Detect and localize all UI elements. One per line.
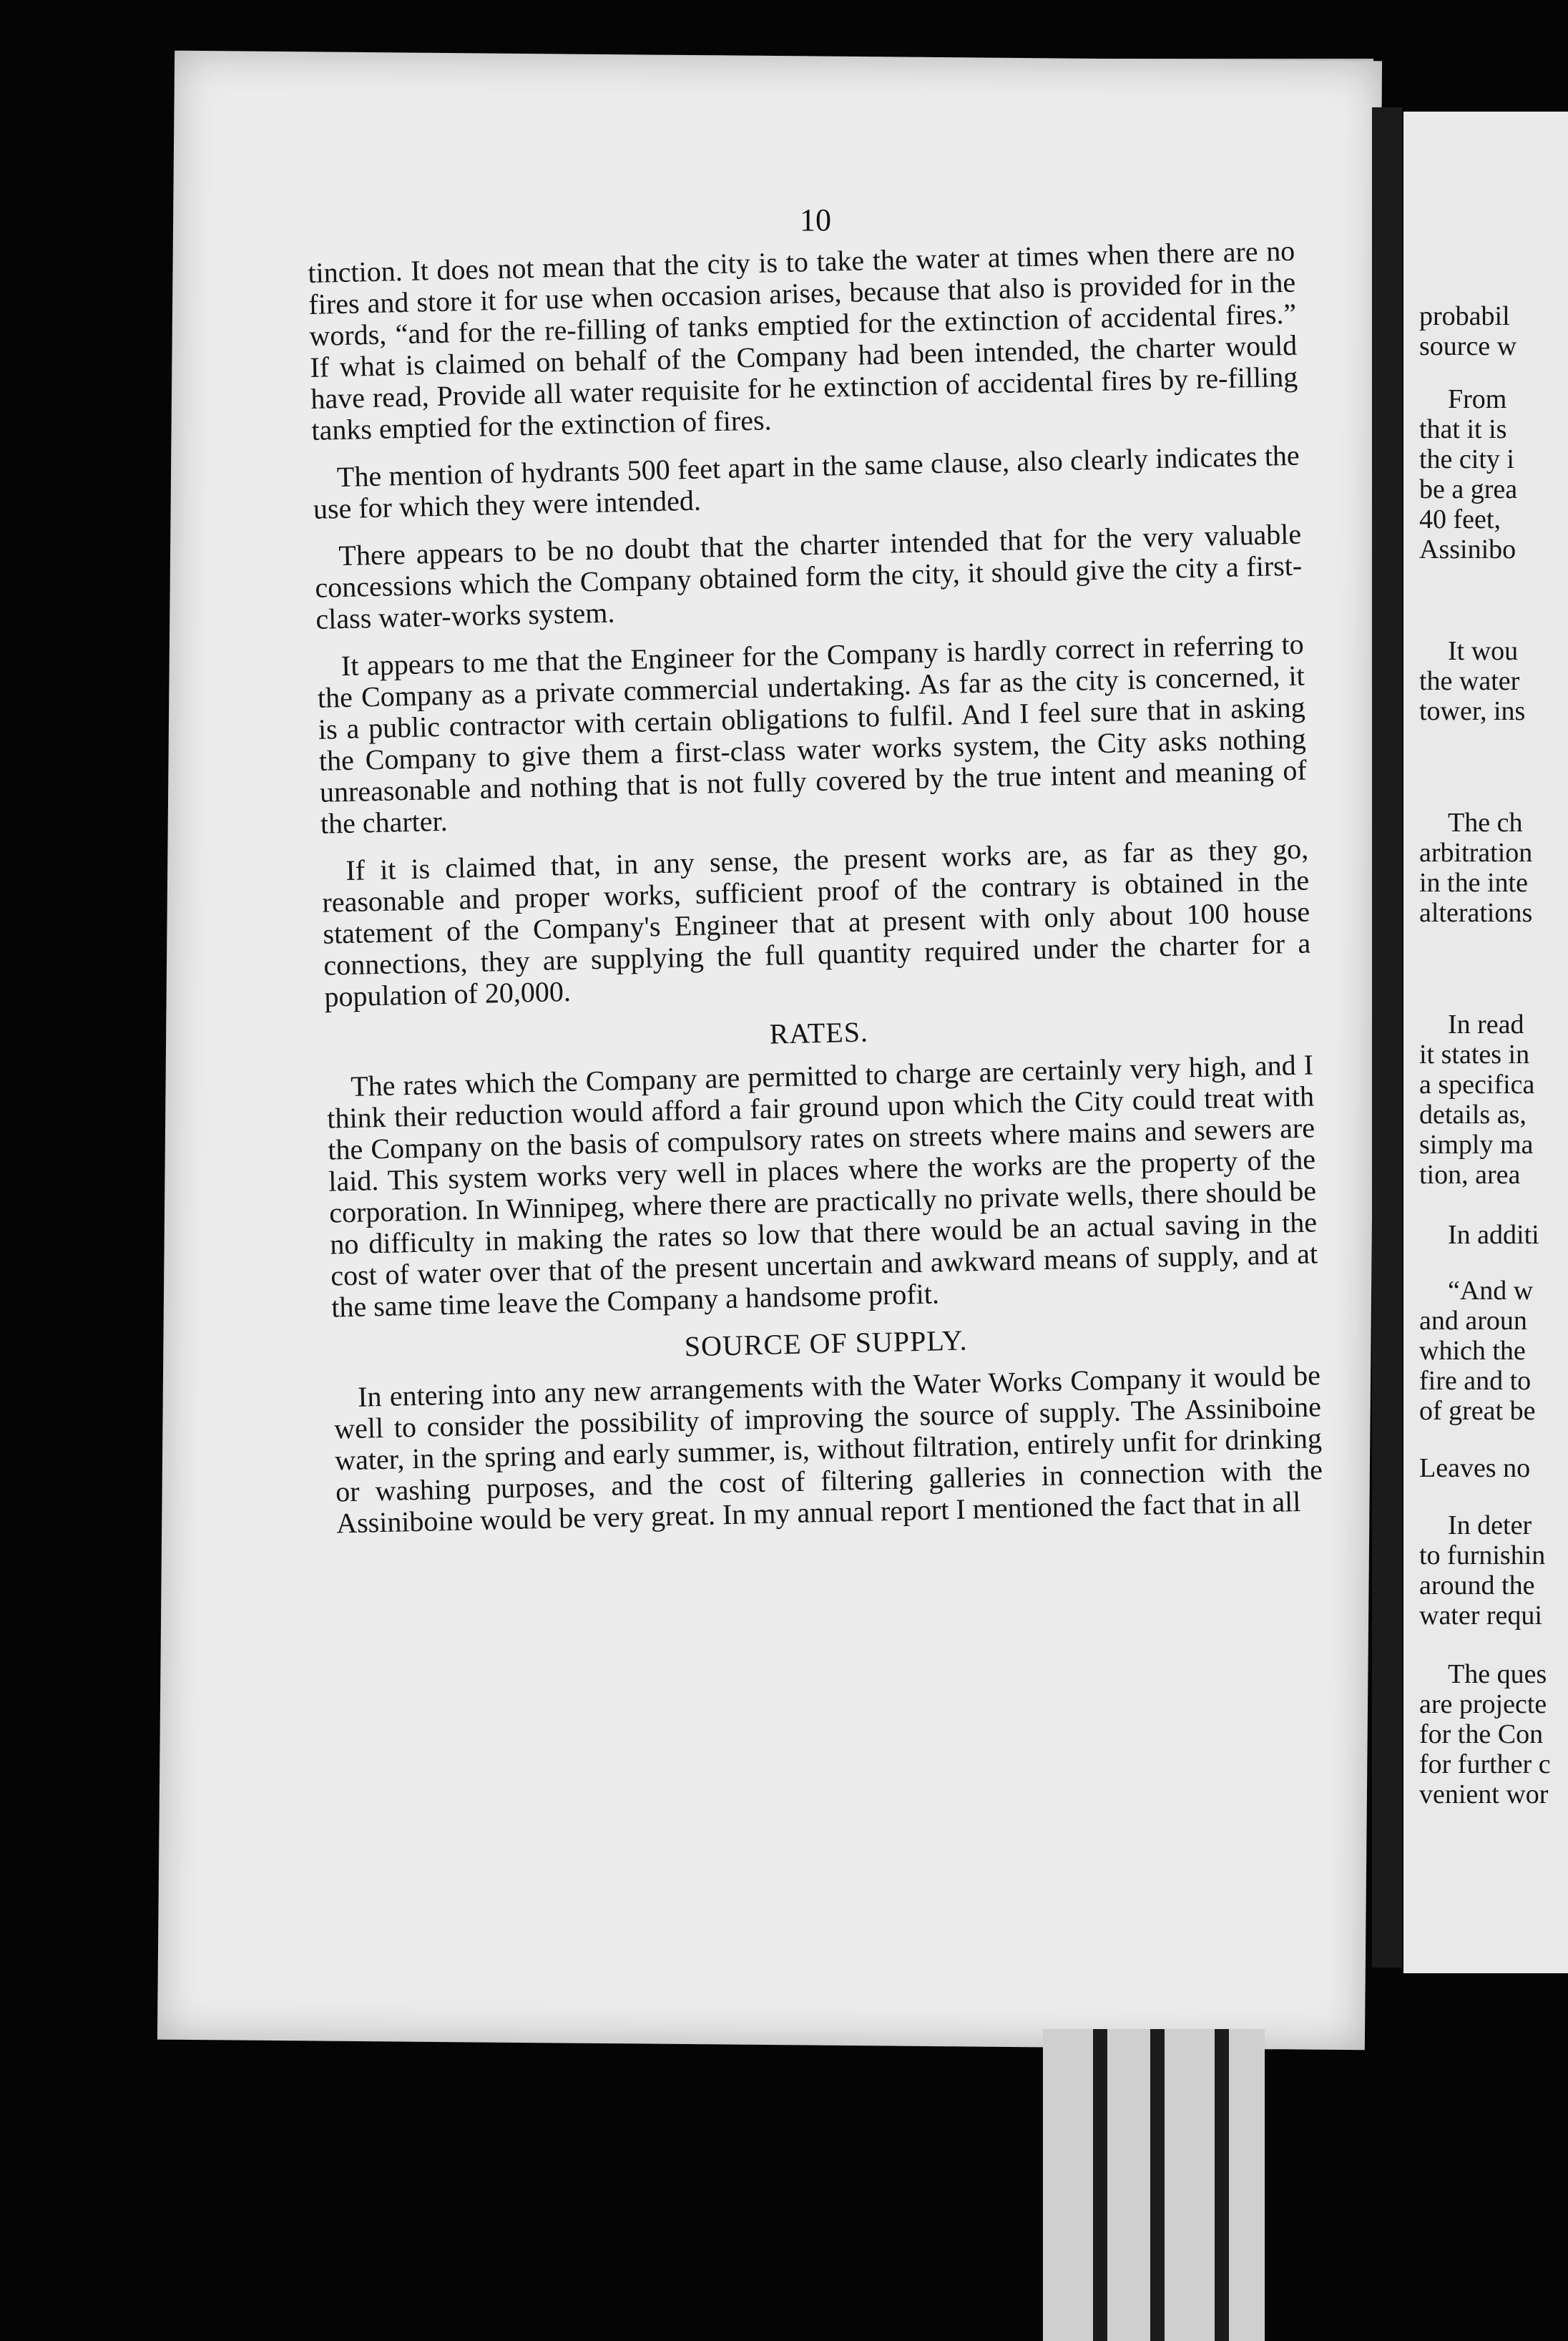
right-line: arbitration [1419,838,1533,868]
source-paragraph: In entering into any new arrangements with the Water Works Company it would be well to consider the possibility of improving the source of supply. The Assiniboine water, in the spring and early summer, is, without filtration, entirely unfit for drinking or washing purposes, and the cost of filtering galleries in connection with the Assiniboine would be very great. In my annual report I mentioned the fact that in all [333,1359,1323,1540]
right-line: which the [1419,1336,1526,1366]
book-gutter [1372,107,1402,1968]
right-line: that it is [1419,414,1507,444]
right-line: are projecte [1419,1689,1547,1719]
binding-strip [1093,2029,1107,2341]
right-line: simply ma [1419,1130,1534,1160]
right-line: 40 feet, [1419,504,1501,534]
right-line: water requi [1419,1600,1542,1631]
right-line: “And w [1448,1276,1534,1306]
right-line: it states in [1419,1040,1530,1070]
right-line: for the Con [1419,1719,1544,1749]
right-line: a specifica [1419,1070,1535,1100]
right-line: to furnishin [1419,1540,1546,1570]
right-line: details as, [1419,1100,1527,1130]
page-number: 10 [800,202,831,238]
right-line: alterations [1419,898,1533,928]
right-line: for further c [1419,1749,1551,1779]
binding-strip [1215,2029,1229,2341]
right-line: Assinibo [1419,534,1516,565]
right-line: around the [1419,1570,1535,1600]
right-line: source w [1419,331,1517,361]
right-line: be a grea [1419,474,1518,504]
paragraph-2: The mention of hydrants 500 feet apart in the same clause, also clearly indicates the use for which they were intended. [313,439,1300,525]
rates-heading: RATES. [769,1015,869,1050]
right-line: venient wor [1419,1779,1549,1809]
left-page-text [308,235,1324,1555]
book-binding-clip [1043,2029,1265,2341]
right-line: of great be [1419,1396,1536,1426]
paragraph-4: It appears to me that the Engineer for the Company is hardly correct in referring to the Company as a private commercial undertaking. As far as the city is concerned, it is a public contractor with certain obligations to fulfil. And I feel sure that in asking the Company to give them a first-class water works system, the City asks nothing unreasonable and nothing that is not fully covered by the true intent and meaning of the charter. [317,627,1308,840]
right-line: Leaves no [1419,1453,1531,1483]
right-line: In additi [1448,1220,1539,1250]
paragraph-1: tinction. It does not mean that the city is to take the water at times when there are no fires and store it for use when occasion arises, because that also is provided for in the words, “and for the re-filling of tanks emptied for the extinction of accidental fires.” If what is claimed on behalf of the Company had been intended, the charter would have read, Provide all water requisite for he extinction of accidental fires by re-filling tanks emptied for the extinction of fires. [307,234,1298,446]
binding-strip [1150,2029,1165,2341]
right-line: probabil [1419,301,1510,331]
right-line: and aroun [1419,1306,1527,1336]
right-line: tion, area [1419,1160,1521,1190]
right-line: the city i [1419,444,1514,474]
paragraph-3: There appears to be no doubt that the charter intended that for the very valuable concessions which the Company obtained form the city, it should give the city a first-class water-works system. [314,517,1303,635]
right-line: fire and to [1419,1366,1532,1396]
paragraph-5: If it is claimed that, in any sense, the present works are, as far as they go, reasonable and proper works, sufficient proof of the contrary is obtained in the statement of the Company's Engineer that at present with only about 100 house connections, they are supplying the full quantity required under the charter for a population of 20,000. [321,832,1311,1013]
right-line: The ques [1448,1659,1547,1689]
right-line: In deter [1448,1510,1532,1540]
right-line: The ch [1448,808,1523,838]
right-line: It wou [1448,636,1519,666]
right-line: in the inte [1419,868,1528,898]
right-line: In read [1448,1010,1524,1040]
right-line: the water [1419,666,1520,696]
source-of-supply-heading: SOURCE OF SUPPLY. [684,1324,968,1363]
right-line: tower, ins [1419,696,1526,726]
right-line: From [1448,384,1507,414]
rates-paragraph: The rates which the Company are permitted to charge are certainly very high, and I think their reduction would afford a fair ground upon which the City could treat with the Company on the basis of compulsory rates on streets where mains and sewers are laid. This system works very well in places where the works are the property of the corporation. In Winnipeg, where there are practically no private wells, there should be no difficulty in making the rates so low that there would be an actual saving in the cost of water over that of the present uncertain and awkward means of supply, and at the same time leave the Company a handsome profit. [326,1048,1318,1324]
